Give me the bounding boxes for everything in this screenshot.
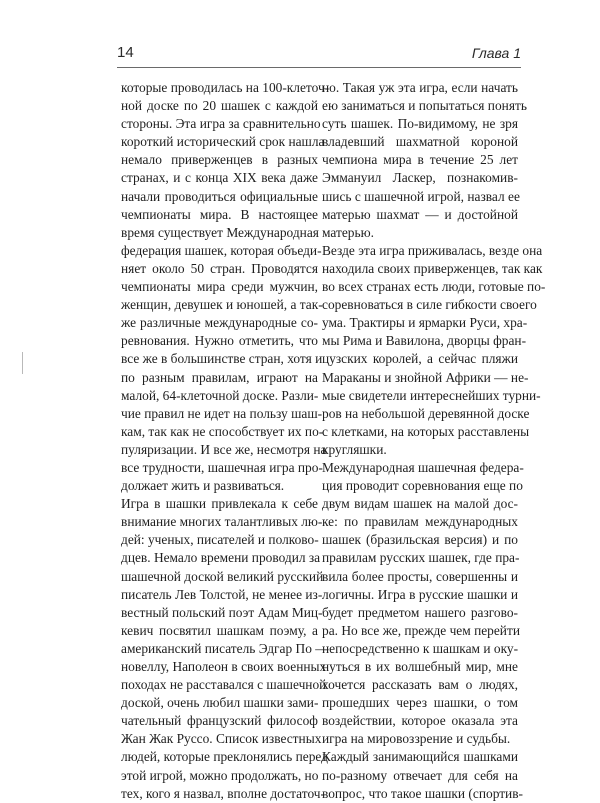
text-line: новеллу, Наполеон в своих военных: [121, 659, 327, 674]
text-line: пуляризации. И все же, несмотря на: [121, 441, 327, 457]
text-line: Игра в шашки привлекала к себе: [121, 496, 318, 512]
text-line: кевич посвятил шашкам поэму, а: [121, 622, 318, 638]
text-line: ция проводит соревнования еще по: [322, 478, 523, 494]
text-line: чемпиона мира в течение 25 лет: [322, 152, 518, 168]
text-line: с клетками, на которых расставлены: [322, 423, 530, 439]
text-line: Жан Жак Руссо. Список известных: [121, 731, 322, 747]
text-line: ной доске по 20 шашек с каждой: [121, 98, 318, 114]
text-line: чемпионаты мира. В настоящее: [121, 206, 318, 222]
page-number: 14: [117, 44, 134, 61]
margin-mark: [22, 352, 23, 374]
text-line: же различные международные со-: [121, 315, 318, 331]
text-line: странах, и с конца XIX века даже: [121, 170, 318, 186]
text-line: по-разному отвечает для себя на: [322, 767, 518, 783]
text-line: матерью.: [322, 224, 374, 240]
text-line: шашек (бразильская версия) и по: [322, 532, 518, 548]
text-line: немало приверженцев в разных: [121, 152, 318, 168]
text-line: все трудности, шашечная игра про-: [121, 459, 323, 475]
text-line: во всех странах есть люди, готовые по-: [322, 279, 546, 295]
text-line: писатель Лев Толстой, не менее из-: [121, 586, 323, 602]
text-line: шашечной доской великий русский: [121, 568, 324, 584]
text-line: Каждый занимающийся шашками: [322, 749, 518, 765]
text-line: но. Такая уж эта игра, если начать: [322, 80, 518, 95]
text-line: будет предметом нашего разгово-: [322, 604, 518, 620]
text-line: короткий исторический срок нашла: [121, 134, 325, 150]
text-line: хочется рассказать вам о людях,: [322, 677, 518, 693]
text-line: женщин, девушек и юношей, а так-: [121, 297, 323, 313]
text-line: ума. Трактиры и ярмарки Руси, хра-: [322, 315, 528, 331]
running-header: [117, 44, 521, 70]
text-line: прошедших через шашки, о том: [322, 695, 518, 711]
text-line: мы Рима и Вавилона, дворцы фран-: [322, 333, 527, 349]
text-line: владевший шахматной короной: [322, 134, 518, 150]
text-line: няет около 50 стран. Проводятся: [121, 260, 318, 276]
text-line: игра на мировоззрение и судьбы.: [322, 731, 511, 747]
text-line: непосредственно к шашкам и оку-: [322, 640, 519, 656]
text-line: внимание многих талантливых лю-: [121, 514, 323, 530]
text-line: Везде эта игра приживалась, везде она: [322, 242, 543, 258]
paragraph: [121, 495, 329, 803]
text-line: все же в большинстве стран, хотя и: [121, 351, 323, 367]
text-line: начали проводиться официальные: [121, 188, 318, 204]
paragraph: [322, 242, 546, 459]
text-line: время существует Международная: [121, 224, 319, 240]
text-line: которые проводилась на 100-клеточ-: [121, 80, 330, 95]
text-line: вестный польский поэт Адам Миц-: [121, 604, 323, 620]
text-line: ревнования. Нужно отметить, что: [121, 333, 318, 349]
text-line: стороны. Эта игра за сравнительно: [121, 116, 321, 132]
text-line: чательный французский философ: [121, 713, 318, 729]
text-line: по разным правилам, играют на: [121, 369, 318, 385]
text-line: чемпионаты мира среди мужчин,: [121, 279, 318, 295]
text-line: кам, так как не способствует их по-: [121, 423, 324, 439]
text-line: двум видам шашек на малой дос-: [322, 496, 518, 512]
text-line: суть шашек. По-видимому, не зря: [322, 116, 518, 132]
text-line: Международная шашечная федера-: [322, 459, 524, 475]
text-line: ею заниматься и попытаться понять: [322, 98, 527, 114]
text-line: вила более просты, совершенны и: [322, 568, 518, 584]
text-line: федерация шашек, которая объеди-: [121, 242, 322, 258]
text-line: ке: по правилам международных: [322, 514, 518, 530]
paragraph: [322, 459, 524, 749]
right-text-column: [322, 79, 546, 803]
text-line: кругляшки.: [322, 441, 387, 457]
text-line: находила своих приверженцев, так как: [322, 260, 543, 276]
text-line: доской, очень любил шашки зами-: [121, 695, 319, 711]
chapter-label: Глава 1: [471, 45, 521, 61]
text-line: логичны. Игра в русские шашки и: [322, 586, 518, 602]
text-line: людей, которые преклонялись перед: [121, 749, 328, 765]
text-line: воздействии, которое оказала эта: [322, 713, 518, 729]
text-line: ра. Но все же, прежде чем перейти: [322, 622, 520, 638]
text-line: нуться в их волшебный мир, мне: [322, 659, 518, 674]
text-line: правилам русских шашек, где пра-: [322, 550, 520, 566]
text-line: Мараканы и знойной Африки — не-: [322, 369, 529, 385]
header-rule: [117, 67, 521, 68]
text-line: чие правил не идет на пользу шаш-: [121, 405, 323, 421]
text-line: походах не расставался с шашечной: [121, 677, 327, 693]
text-line: мые свидетели интереснейших турни-: [322, 387, 541, 403]
text-line: тех, кого я назвал, вполне достаточ-: [121, 785, 325, 801]
text-line: Эммануил Ласкер, познакомив-: [322, 170, 518, 186]
text-line: дей: ученых, писателей и полково-: [121, 532, 319, 548]
left-text-column: [121, 79, 330, 803]
text-line: дцев. Немало времени проводил за: [121, 550, 321, 566]
text-line: матерью шахмат — и достойной: [322, 206, 518, 222]
text-line: вопрос, что такое шашки (спортив-: [322, 785, 524, 801]
text-line: этой игрой, можно продолжать, но: [121, 767, 319, 783]
text-line: ров на небольшой деревянной доске: [322, 405, 530, 421]
text-line: американский писатель Эдгар По —: [121, 640, 329, 656]
paragraph: [322, 748, 524, 802]
text-line: должает жить и развиваться.: [121, 478, 285, 494]
text-line: шись с шашечной игрой, назвал ее: [322, 188, 520, 204]
paragraph: [121, 79, 330, 495]
paragraph: [322, 79, 527, 242]
text-line: малой, 64-клеточной доске. Разли-: [121, 387, 319, 403]
text-line: цузских королей, а сейчас пляжи: [322, 351, 518, 367]
text-line: соревноваться в силе гибкости своего: [322, 297, 537, 313]
